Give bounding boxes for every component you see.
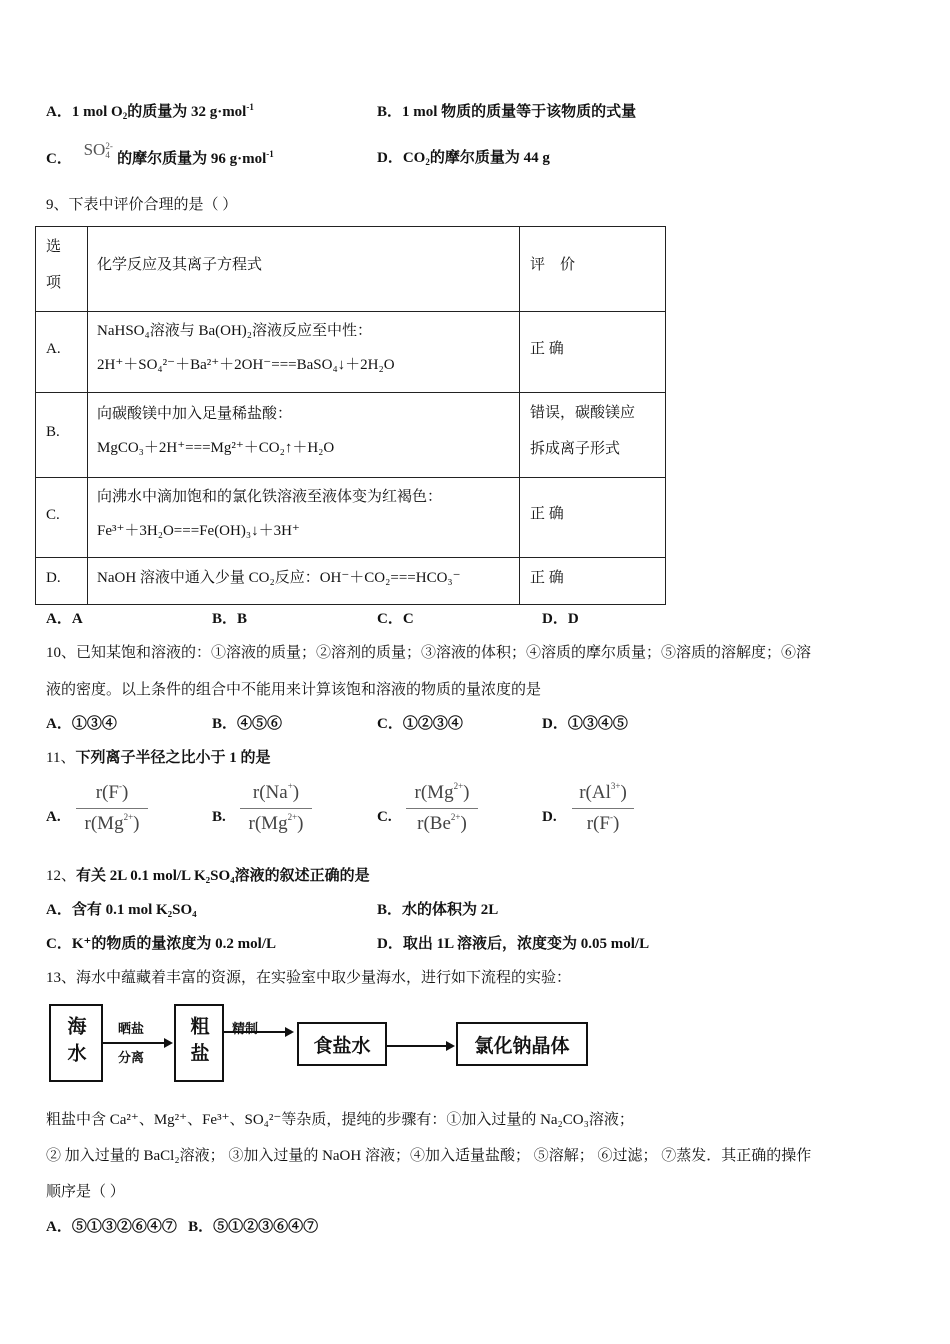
row-c-desc: 向沸水中滴加饱和的氯化铁溶液至液体变为红褐色： <box>97 489 443 505</box>
q13-text-line1: 粗盐中含 Ca²⁺、Mg²⁺、Fe³⁺、SO₄²⁻等杂质，提纯的步骤有：①加入过量的 Na₂CO₃溶液； <box>46 1112 634 1128</box>
row-a-evaluation: 正 确 <box>530 341 564 357</box>
q11-option-d-fraction: $r(Al^{3+})$ r(F-) <box>572 780 634 837</box>
q8-option-c: C． SO 2- 4 的摩尔质量为 96 g·mol$^{-1}$ <box>46 140 274 167</box>
q10-stem-line1: 10、已知某饱和溶液的：①溶液的质量；②溶剂的质量；③溶液的体积；④溶质的摩尔质量；⑤溶质的溶解度；⑥溶 <box>46 645 812 661</box>
header-evaluation: 评 价 <box>530 257 576 273</box>
flow-box-nacl-crystal: 氯化钠晶体 <box>456 1022 588 1066</box>
row-c-evaluation: 正 确 <box>530 506 564 522</box>
q11-stem: 11、下列离子半径之比小于 1 的是 <box>46 750 271 766</box>
q11-option-d-key: D. <box>542 809 557 825</box>
q9-option-b: B．B <box>212 611 248 627</box>
row-d-evaluation: 正 确 <box>530 570 564 586</box>
q10-option-b: B．④⑤⑥ <box>212 716 283 732</box>
q11-option-a-key: A. <box>46 809 61 825</box>
q9-option-d: D．D <box>542 611 579 627</box>
q11-option-a-fraction: r(F-) $r(Mg^{2+})$ <box>76 780 148 837</box>
q11-option-b-key: B. <box>212 809 226 825</box>
flow-box-seawater: 海水 <box>49 1004 103 1082</box>
flow-label-refine: 精制 <box>232 1022 259 1037</box>
q13-stem: 13、海水中蕴藏着丰富的资源，在实验室中取少量海水，进行如下流程的实验： <box>46 970 572 986</box>
q12-option-b: B．水的体积为 2L <box>377 902 499 918</box>
row-d-option: D. <box>46 570 61 586</box>
row-a-option: A. <box>46 341 61 357</box>
q11-option-c-fraction: $r(Mg^{2+})$ $r(Be^{2+})$ <box>406 780 478 837</box>
flow-box-brine: 食盐水 <box>297 1022 387 1066</box>
header-equation: 化学反应及其离子方程式 <box>97 257 263 273</box>
row-a-desc: NaHSO₄溶液与 Ba(OH)₂溶液反应至中性： <box>97 323 373 339</box>
row-d-desc: NaOH 溶液中通入少量 CO₂反应：OH⁻＋CO₂===HCO₃⁻ <box>97 570 461 586</box>
flow-arrow-1 <box>103 1042 171 1044</box>
header-option-bottom: 项 <box>46 275 62 291</box>
q9-option-a: A．A <box>46 611 83 627</box>
q12-option-a: A．含有 0.1 mol K₂SO₄ <box>46 902 197 918</box>
row-b-desc: 向碳酸镁中加入足量稀盐酸： <box>97 406 293 422</box>
q12-option-d: D．取出 1L 溶液后，浓度变为 0.05 mol/L <box>377 936 650 952</box>
flow-label-sun-dry: 晒盐 <box>118 1022 145 1037</box>
q10-option-c: C．①②③④ <box>377 716 463 732</box>
q9-table <box>35 226 666 605</box>
row-b-option: B. <box>46 424 60 440</box>
flow-box-crude-salt: 粗盐 <box>174 1004 224 1082</box>
q11-option-c-key: C. <box>377 809 392 825</box>
row-b-evaluation-2: 拆成离子形式 <box>530 441 621 457</box>
q8-option-b: B．1 mol 物质的质量等于该物质的式量 <box>377 104 637 120</box>
q12-stem: 12、有关 2L 0.1 mol/L K₂SO₄溶液的叙述正确的是 <box>46 868 370 884</box>
q11-option-b-fraction: r(Na+) $r(Mg^{2+})$ <box>240 780 312 837</box>
q10-option-a: A．①③④ <box>46 716 117 732</box>
q12-option-c: C．K⁺的物质的量浓度为 0.2 mol/L <box>46 936 277 952</box>
row-a-equation: 2H⁺＋SO₄²⁻＋Ba²⁺＋2OH⁻===BaSO₄↓＋2H₂O <box>97 357 395 373</box>
q13-text-line2: ② 加入过量的 BaCl₂溶液； ③加入过量的 NaOH 溶液；④加入适量盐酸； ⑤溶解； ⑥过滤； ⑦蒸发．其正确的操作 <box>46 1148 812 1164</box>
row-b-evaluation-1: 错误，碳酸镁应 <box>530 405 636 421</box>
q13-text-line3: 顺序是（ ） <box>46 1184 125 1200</box>
sulfate-formula: SO 2- 4 <box>83 140 113 161</box>
q8-option-a: A．1 mol $O_2$的质量为 32 g·mol$^{-1}$ <box>46 102 254 121</box>
q9-option-c: C．C <box>377 611 414 627</box>
q10-stem-line2: 液的密度。以上条件的组合中不能用来计算该饱和溶液的物质的量浓度的是 <box>46 682 542 698</box>
q13-options: A．⑤①③②⑥④⑦ B．⑤①②③⑥④⑦ <box>46 1219 319 1235</box>
row-c-equation: Fe³⁺＋3H₂O===Fe(OH)₃↓＋3H⁺ <box>97 523 300 539</box>
row-c-option: C. <box>46 507 60 523</box>
flow-arrow-3 <box>387 1045 453 1047</box>
q8-option-d: D．$CO_2$的摩尔质量为 44 g <box>377 150 550 167</box>
q9-stem: 9、下表中评价合理的是（ ） <box>46 197 238 213</box>
flow-label-separate: 分离 <box>118 1051 145 1066</box>
q10-option-d: D．①③④⑤ <box>542 716 628 732</box>
row-b-equation: MgCO₃＋2H⁺===Mg²⁺＋CO₂↑＋H₂O <box>97 440 335 456</box>
header-option-top: 选 <box>46 239 62 255</box>
